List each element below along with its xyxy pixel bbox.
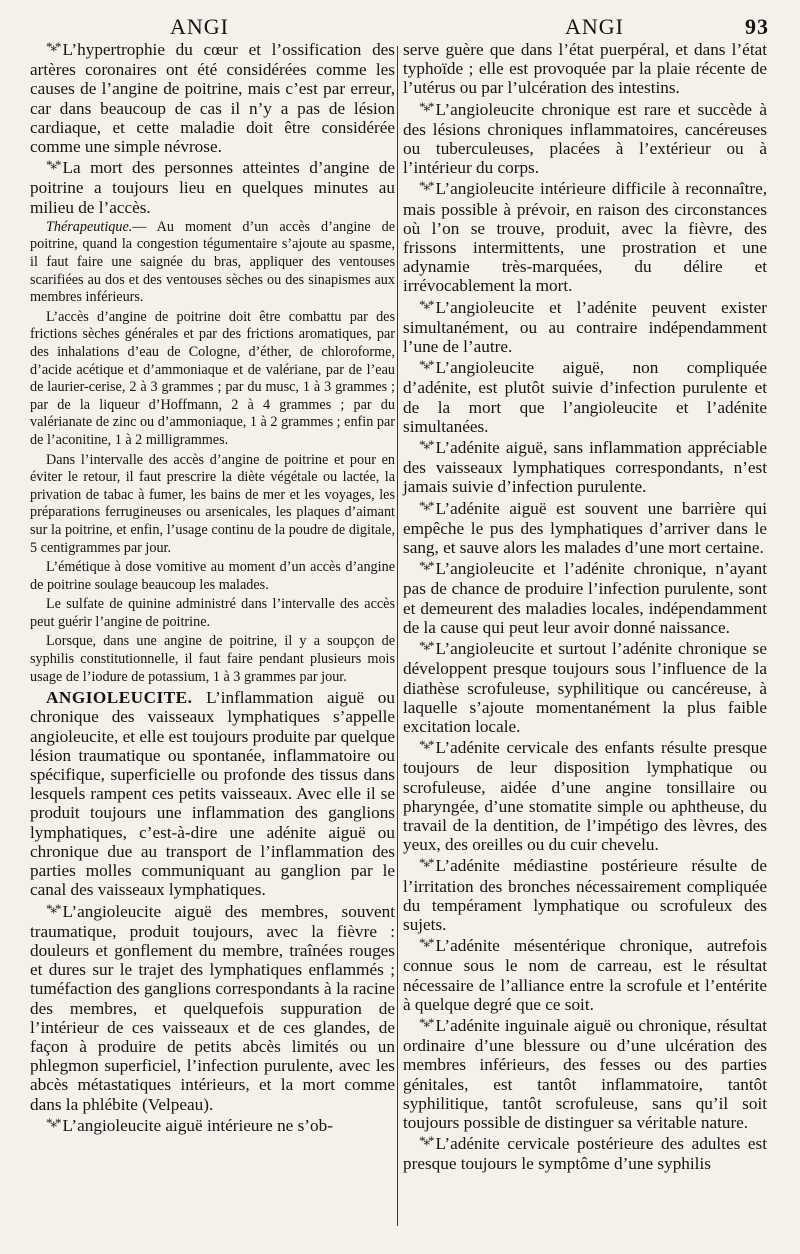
paragraph [403, 856, 767, 934]
left-column [30, 40, 395, 1136]
asterism-mark: *⁎* [419, 558, 433, 574]
asterism-mark: *⁎* [419, 1014, 433, 1030]
paragraph-text: L’adénite aiguë, sans inflammation appréciable des vaisseaux lymphatiques correspondants, n’est jamais suivie d’infection purulente. [403, 438, 767, 497]
paragraph [30, 902, 395, 1114]
paragraph [403, 40, 767, 98]
paragraph [30, 452, 395, 558]
paragraph [30, 559, 395, 594]
asterism-mark: *⁎* [46, 157, 60, 173]
paragraph-text: Dans l’intervalle des accès d’angine de poitrine et pour en éviter le retour, il faut prescrire la diète végétale ou lactée, la privation de tabac à fumer, les bains de mer et les voyages, les préparations ferrugineuses ou arsenicales, les plaques d’aimant sur la poitrine, et enfin, l’usage continu de la poudre de digitale, 5 centigrammes par jour. [30, 451, 395, 556]
paragraph-text: L’adénite cervicale postérieure des adultes est presque toujours le symptôme d’une syphilis [403, 1134, 767, 1174]
asterism-mark: *⁎* [419, 1133, 433, 1149]
paragraph-text: L’émétique à dose vomitive au moment d’un accès d’angine de poitrine soulage beaucoup les malades. [30, 559, 395, 593]
paragraph [403, 1016, 767, 1132]
paragraph [403, 179, 767, 295]
asterism-mark: *⁎* [419, 98, 433, 114]
section-lead: Thérapeutique. [46, 218, 133, 235]
paragraph [403, 639, 767, 736]
paragraph [30, 596, 395, 631]
asterism-mark: *⁎* [419, 357, 433, 373]
paragraph [403, 100, 767, 178]
paragraph [30, 219, 395, 307]
right-column [403, 40, 767, 1174]
paragraph-text: La mort des personnes atteintes d’angine de poitrine a toujours lieu en quelques minutes au milieu de l’accès. [30, 158, 395, 217]
asterism-mark: *⁎* [419, 638, 433, 654]
paragraph [30, 688, 395, 899]
running-header-right: ANGI [565, 14, 624, 39]
paragraph-text: L’adénite aiguë est souvent une barrière qui empêche le pus des lymphatiques d’arriver dans le sang, et sauve alors les malades d’une mort certaine. [403, 498, 767, 558]
asterism-mark: *⁎* [419, 855, 433, 871]
paragraph-text: Lorsque, dans une angine de poitrine, il y a soupçon de syphilis constitutionnelle, il faut faire pendant plusieurs mois usage de l’iodure de potassium, 1 à 3 grammes par jour. [30, 633, 395, 685]
paragraph-text: L’adénite mésentérique chronique, autrefois connue sous le nom de carreau, est le résultat nécessaire de l’alliance entre la scrofule et l’entérite à quelque degré que ce soit. [403, 936, 767, 1014]
asterism-mark: *⁎* [46, 39, 60, 54]
paragraph-text: L’angioleucite et l’adénite peuvent exister simultanément, ou au contraire indépendamment l’une de l’autre. [403, 297, 767, 357]
paragraph-text: L’angioleucite et surtout l’adénite chronique se développent presque toujours sous l’influence de la diathèse scrofuleuse, syphilitique ou cancéreuse, à laquelle s’ajoute momentanément la plus faible excitation locale. [403, 639, 767, 736]
paragraph-text: L’adénite cervicale des enfants résulte presque toujours de leur disposition lymphatique ou scrofuleuse, aidée d’une angine tonsillaire ou pharyngée, d’une stomatite simple ou aphtheuse, du travail de la dentition, de l’impétigo des lèvres, des yeux, des oreilles ou du cuir chevelu. [403, 738, 767, 855]
paragraph [403, 358, 767, 436]
paragraph-text: L’adénite médiastine postérieure résulte de l’irritation des bronches nécessairement compliquée du tempérament lymphatique ou scrofuleux des sujets. [403, 856, 767, 934]
asterism-mark: *⁎* [419, 497, 433, 513]
asterism-mark: *⁎* [419, 178, 433, 194]
paragraph-text: L’hypertrophie du cœur et l’ossification des artères coronaires ont été considérées comme les causes de l’angine de poitrine, mais c’est par erreur, car dans beaucoup de cas il n’y a pas de lésion cardiaque, et cette maladie doit être considérée comme une simple névrose. [30, 40, 395, 157]
paragraph-text: L’angioleucite aiguë des membres, souvent traumatique, produit toujours, avec la fièvre : douleurs et gonflement du membre, traînées rouges et dures sur le trajet des lymphatiques enflammés ; tuméfaction des ganglions correspondants à la racine des membres, et quelquefois suppuration de l’intérieur de ces vaisseaux et de ces glandes, de façon à produire de petits abcès limités ou un phlegmon superficiel, l’infection purulente, avec les abcès métastatiques intérieurs, et la mort comme dans la phlébite (Velpeau). [30, 901, 395, 1114]
paragraph-text: Le sulfate de quinine administré dans l’intervalle des accès peut guérir l’angine de poitrine. [30, 596, 395, 630]
paragraph [403, 738, 767, 854]
column-divider [397, 46, 398, 1226]
paragraph [30, 40, 395, 156]
asterism-mark: *⁎* [46, 1114, 60, 1130]
asterism-mark: *⁎* [419, 437, 433, 453]
asterism-mark: *⁎* [419, 737, 433, 753]
paragraph-text: serve guère que dans l’état puerpéral, et dans l’état typhoïde ; elle est provoquée par la plaie récente de l’utérus ou par l’ulcération des intestins. [403, 40, 767, 98]
paragraph-text: L’angioleucite aiguë, non compliquée d’adénite, est plutôt suivie d’infection purulente et de la mort que l’angioleucite et l’adénite simultanées. [403, 358, 767, 436]
paragraph [403, 936, 767, 1014]
running-header-left: ANGI [170, 14, 229, 39]
paragraph [403, 499, 767, 558]
page-number: 93 [745, 14, 769, 39]
paragraph [30, 633, 395, 686]
paragraph [30, 309, 395, 450]
paragraph [403, 1134, 767, 1173]
paragraph [403, 298, 767, 357]
paragraph-text: — Au moment d’un accès d’angine de poitrine, quand la congestion tégumentaire s’ajoute au spasme, il faut faire une saignée du bras, appliquer des ventouses scarifiées au dos et des ventouses sèches ou des sinapismes aux membres inférieurs. [30, 218, 395, 306]
paragraph-text: L’accès d’angine de poitrine doit être combattu par des frictions sèches générales et par des frictions aromatiques, par des inhalations d’eau de Cologne, d’éther, de chloroforme, d’acide acétique et d’ammoniaque et de valériane, par de l’eau de laurier-cerise, 2 à 3 grammes ; par du musc, 1 à 3 grammes ; par de la liqueur d’Hoffmann, 2 à 4 grammes ; par du valérianate de zinc ou d’ammoniaque, 1 à 2 grammes ; enfin par de l’aconitine, 1 à 2 milligrammes. [30, 308, 395, 448]
paragraph-text: L’angioleucite chronique est rare et succède à des lésions chroniques inflammatoires, cancéreuses ou tuberculeuses, placées à l’extérieur ou à l’intérieur du corps. [403, 99, 767, 178]
paragraph [403, 438, 767, 497]
entry-headword: ANGIOLEUCITE. [46, 688, 193, 708]
paragraph-text: L’inflammation aiguë ou chronique des vaisseaux lymphatiques s’appelle angioleucite, et elle est toujours produite par quelque lésion traumatique ou spontanée, inflammatoire ou spécifique, superficielle ou profonde des tissus dans lesquels rampent ces petits vaisseaux. Avec elle il se produit toujours une inflammation des ganglions lymphatiques, c’est-à-dire une adénite aiguë ou chronique due au transport de l’inflammation des parties molles communiquant au ganglion par le canal des vaisseaux lymphatiques. [30, 688, 395, 900]
paragraph [30, 158, 395, 217]
paragraph [30, 1116, 395, 1136]
asterism-mark: *⁎* [46, 900, 60, 916]
paragraph-text: L’angioleucite intérieure difficile à reconnaître, mais possible à prévoir, en raison des circonstances où l’on se trouve, produit, avec la fièvre, des frissons intermittents, une prostration et une adynamie très-marquées, du délire et irrévocablement la mort. [403, 179, 767, 296]
paragraph [403, 559, 767, 637]
paragraph-text: L’angioleucite et l’adénite chronique, n’ayant pas de chance de produire l’infection purulente, sont et demeurent des maladies locales, indépendamment de la cause qui peut leur avoir donné naissance. [403, 559, 767, 637]
asterism-mark: *⁎* [419, 935, 433, 951]
paragraph-text: L’adénite inguinale aiguë ou chronique, résultat ordinaire d’une blessure ou d’une ulcération des membres inférieurs, des fesses ou des parties génitales, est tantôt inflammatoire, tantôt syphilitique, tantôt scrofuleuse, sans qu’il soit toujours possible de distinguer sa véritable nature. [403, 1015, 767, 1132]
asterism-mark: *⁎* [419, 296, 433, 312]
paragraph-text: L’angioleucite aiguë intérieure ne s’ob- [62, 1115, 333, 1135]
